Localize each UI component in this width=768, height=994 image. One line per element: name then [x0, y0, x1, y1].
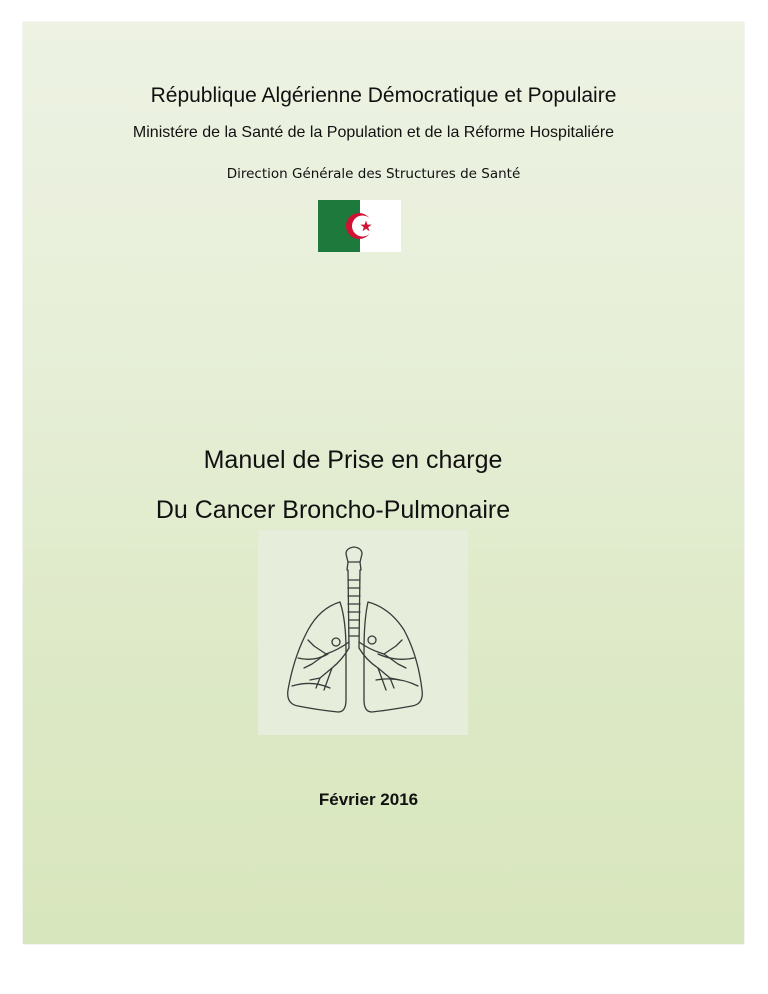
- lungs-illustration: [258, 530, 468, 735]
- document-cover: [23, 22, 744, 944]
- direction-heading: Direction Générale des Structures de Santé: [226, 166, 521, 182]
- manual-title-line2: Du Cancer Broncho-Pulmonaire: [155, 496, 511, 524]
- publication-date: Février 2016: [318, 790, 419, 809]
- lungs-icon: [258, 530, 468, 735]
- republic-heading: République Algérienne Démocratique et Populaire: [150, 84, 617, 107]
- algeria-flag-icon: [318, 200, 401, 252]
- manual-title-line1: Manuel de Prise en charge: [203, 446, 503, 474]
- ministry-heading: Ministére de la Santé de la Population et de la Réforme Hospitaliére: [132, 124, 615, 141]
